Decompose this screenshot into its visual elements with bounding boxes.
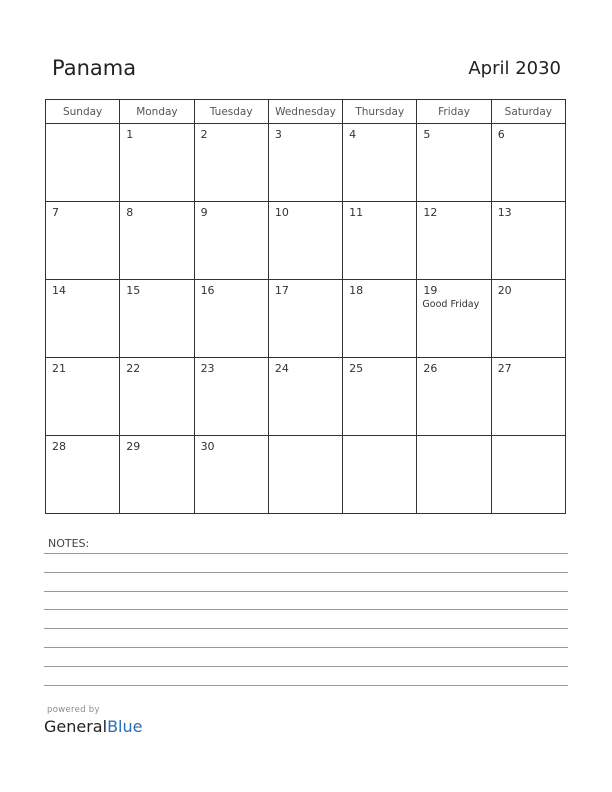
day-cell [417,202,491,280]
day-number: 22 [126,362,141,375]
day-number: 30 [200,440,215,453]
day-cell [194,124,268,202]
note-line [44,572,568,573]
note-line [44,666,568,667]
weekday-monday: Monday [120,100,194,124]
day-number: 10 [274,206,289,219]
week-row [46,202,566,280]
country-title: Panama [52,56,137,80]
day-number: 26 [423,362,438,375]
month-year-title: April 2030 [468,58,561,79]
day-cell [194,280,268,358]
day-cell [343,280,417,358]
day-cell [268,202,342,280]
weekday-sunday: Sunday [46,100,120,124]
day-cell [268,436,342,514]
day-cell [417,436,491,514]
generalblue-logo [44,717,142,736]
day-number: 20 [497,284,512,297]
day-number: 1 [126,128,134,141]
day-cell [46,358,120,436]
day-cell [268,358,342,436]
day-cell [343,436,417,514]
day-cell [343,202,417,280]
day-cell [491,436,565,514]
weekday-friday: Friday [417,100,491,124]
day-number: 24 [274,362,289,375]
day-number: 3 [274,128,282,141]
day-number: 21 [52,362,66,375]
brand-general-text: General [44,717,108,736]
day-number: 25 [349,362,364,375]
day-cell [491,202,565,280]
brand-blue-text: Blue [107,717,143,736]
day-cell [491,280,565,358]
day-cell [194,436,268,514]
week-row [46,436,566,514]
day-cell [46,202,120,280]
day-cell [120,436,194,514]
day-number: 18 [349,284,364,297]
day-number: 8 [126,206,134,219]
holiday-label: Good Friday [422,299,480,310]
day-cell [417,124,491,202]
day-number: 23 [200,362,215,375]
day-cell [120,124,194,202]
day-cell [491,124,565,202]
day-cell [343,358,417,436]
day-cell [46,436,120,514]
calendar-grid [45,99,566,514]
note-line [44,609,568,610]
day-number: 27 [497,362,512,375]
day-cell [46,280,120,358]
note-line [44,647,568,648]
weekday-thursday: Thursday [343,100,417,124]
day-cell [268,124,342,202]
day-number: 2 [200,128,208,141]
day-cell [491,358,565,436]
notes-label: NOTES: [48,537,90,550]
weekday-saturday: Saturday [491,100,565,124]
calendar-body [46,124,566,514]
day-number: 16 [200,284,215,297]
day-cell [343,124,417,202]
powered-by-text: powered by [47,705,100,715]
weekday-tuesday: Tuesday [194,100,268,124]
weekday-wednesday: Wednesday [268,100,342,124]
week-row [46,280,566,358]
day-number: 28 [52,440,66,453]
day-number: 4 [349,128,357,141]
note-line [44,591,568,592]
day-cell [194,202,268,280]
day-cell [417,280,491,358]
day-number: 7 [52,206,59,219]
week-row [46,358,566,436]
day-number: 11 [349,206,364,219]
day-cell [120,358,194,436]
day-number: 19 [423,284,438,297]
day-number: 6 [497,128,505,141]
day-number: 9 [200,206,208,219]
day-cell [46,124,120,202]
week-row [46,124,566,202]
day-number: 15 [126,284,141,297]
day-cell [120,202,194,280]
day-cell [417,358,491,436]
day-number: 29 [126,440,141,453]
note-line [44,553,568,554]
day-number: 13 [497,206,512,219]
day-number: 12 [423,206,438,219]
day-cell [194,358,268,436]
note-line [44,628,568,629]
day-cell [120,280,194,358]
weekday-header-row [46,100,566,124]
day-number: 14 [52,284,66,297]
note-line [44,685,568,686]
day-number: 17 [274,284,289,297]
day-cell [268,280,342,358]
day-number: 5 [423,128,431,141]
